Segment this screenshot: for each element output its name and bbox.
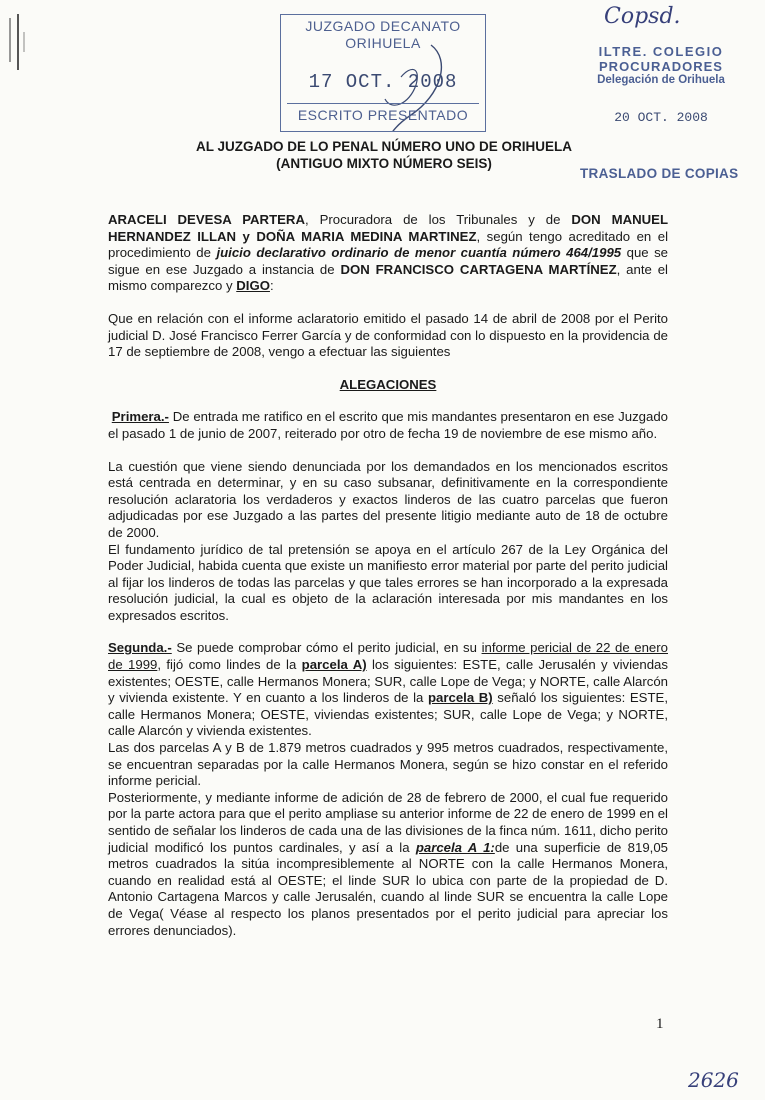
handwritten-reference: Copsd. (604, 4, 681, 29)
parcela-a-label: parcela A) (301, 657, 367, 673)
colegio-line-3: Delegación de Orihuela (597, 74, 725, 86)
stamp-line-1: JUZGADO DECANATO (305, 18, 461, 34)
court-received-stamp (280, 14, 486, 132)
segunda-text-4: señaló los siguientes: ESTE, calle Hermanos Monera; OESTE, viviendas existentes; SUR, calle Lope de Vega; y NORTE, calle Alarcón y vivienda existentes. (108, 690, 668, 739)
segunda-text-2: , fijó como lindes de la (157, 657, 302, 673)
segunda-text-3: los siguientes: ESTE, calle Jerusalén y viviendas existentes; OESTE, calle Hermanos Monera; SUR, calle Lope de Vega; y NORTE, calle Alarcón y vivienda existente. Y en cuanto a los linderos de la (108, 657, 668, 706)
procedure-name: juicio declarativo ordinario de menor cuantía número 464/1995 (216, 245, 622, 261)
title-line-2: (ANTIGUO MIXTO NÚMERO SEIS) (276, 156, 492, 171)
intro-text-4: , ante el mismo comparezco y (108, 261, 668, 294)
digo-word: DIGO (236, 278, 270, 294)
intro-text-1: , Procuradora de los Tribunales y de (304, 212, 572, 227)
dos-parcelas-paragraph: Las dos parcelas A y B de 1.879 metros cuadrados y 995 metros cuadrados, respectivamente, se encuentran separadas por la calle Hermanos Monera, según se hizo constar en el referido informe pericial. (108, 740, 668, 789)
stamp-line-2: ORIHUELA (345, 35, 421, 51)
title-line-1: AL JUZGADO DE LO PENAL NÚMERO UNO DE ORIHUELA (195, 139, 573, 154)
primera-paragraph (108, 409, 668, 442)
posterior-text-1: Posteriormente, y mediante informe de adición de 28 de febrero de 2000, el cual fue requerido por la parte actora para que el perito ampliase su anterior informe de 22 de enero de 1999 en el sentido de señalar los linderos de cada una de las divisiones de la finca núm. 1611, dicho perito judicial modificó los puntos cardinales, y así a la (108, 789, 668, 855)
cuestion-paragraph: La cuestión que viene siendo denunciada por los demandados en los mencionados escritos está centrada en determinar, y en su caso subsanar, definitivamente en la correspondiente resolución aclaratoria los verdaderos y exactos linderos de las cuatro parcelas que fueron adjudicadas por ese Juzgado a las partes del presente litigio mediante auto de 18 de octubre de 2000. (108, 458, 668, 540)
intro-paragraph (108, 212, 668, 295)
page-number: 1 (656, 1016, 664, 1032)
informe-reference: informe pericial de 22 de enero de 1999 (108, 640, 668, 673)
parcela-a1-label: parcela A 1: (415, 839, 495, 855)
segunda-text-1: Se puede comprobar cómo el perito judicial, en su (171, 640, 482, 656)
intro-text-5: : (269, 278, 274, 294)
procuradores-stamp (586, 44, 736, 125)
colegio-date: 20 OCT. 2008 (614, 110, 708, 125)
fundamento-paragraph: El fundamento jurídico de tal pretensión se apoya en el artículo 267 de la Ley Orgánica del Poder Judicial, habida cuenta que existe un manifiesto error material por parte del perito judicial al fijar los linderos de todas las parcelas y que tales errores se han incorporado a la expresada resolución judicial, la cual es objeto de la aclaración interesada por mis mandantes en los expresados escritos. (108, 541, 668, 623)
intro-text-3: que se sigue en ese Juzgado a instancia de (108, 245, 668, 277)
posterior-text-2: de una superficie de 819,05 metros cuadrados la sitúa incompresiblemente al NORTE con la calle Hermanos Monera, cuando en realidad está al OESTE; el linde SUR lo ubica con parte de la propiedad de D. Antonio Cartagena Marcos y calle Jerusalén, cuando al linde SUR se encuentra la calle Lope de Vega( Véase al respecto los planos presentados por el perito judicial para apreciar los errores denunciados). (108, 839, 668, 938)
posteriormente-paragraph (108, 790, 668, 939)
segunda-paragraph (108, 640, 668, 740)
stamp-date: 17 OCT. 2008 (308, 71, 458, 93)
traslado-stamp: TRASLADO DE COPIAS (580, 166, 739, 181)
stamp-line-3: ESCRITO PRESENTADO (297, 107, 469, 123)
primera-label: Primera.- (111, 409, 169, 425)
segunda-label: Segunda.- (108, 640, 172, 656)
intro-text-2: , según tengo acreditado en el procedimiento de (108, 228, 668, 261)
primera-text: De entrada me ratifico en el escrito que mis mandantes presentaron en ese Juzgado el pasado 1 de junio de 2007, reiterado por otro de fecha 19 de noviembre de ese mismo año. (108, 409, 668, 441)
stamp-rule (287, 103, 479, 104)
handwritten-folio: 2626 (688, 1068, 739, 1092)
margin-scan-mark (4, 12, 32, 72)
plaintiff-name: DON FRANCISCO CARTAGENA MARTÍNEZ (340, 261, 617, 277)
que-paragraph: Que en relación con el informe aclaratorio emitido el pasado 14 de abril de 2008 por el Perito judicial D. José Francisco Ferrer García y de conformidad con lo dispuesto en la providencia de 17 de septiembre de 2008, vengo a efectuar las siguientes (108, 310, 668, 360)
document-title (150, 138, 618, 172)
alegaciones-heading: ALEGACIONES (339, 376, 437, 392)
document-body (108, 212, 668, 939)
procuradora-name: ARACELI DEVESA PARTERA (108, 212, 305, 227)
colegio-line-1: ILTRE. COLEGIO (598, 44, 724, 59)
colegio-line-2: PROCURADORES (599, 59, 723, 74)
parcela-b-label: parcela B) (427, 690, 493, 706)
clients-names: DON MANUEL HERNANDEZ ILLAN y DOÑA MARIA MEDINA MARTINEZ (108, 212, 668, 244)
